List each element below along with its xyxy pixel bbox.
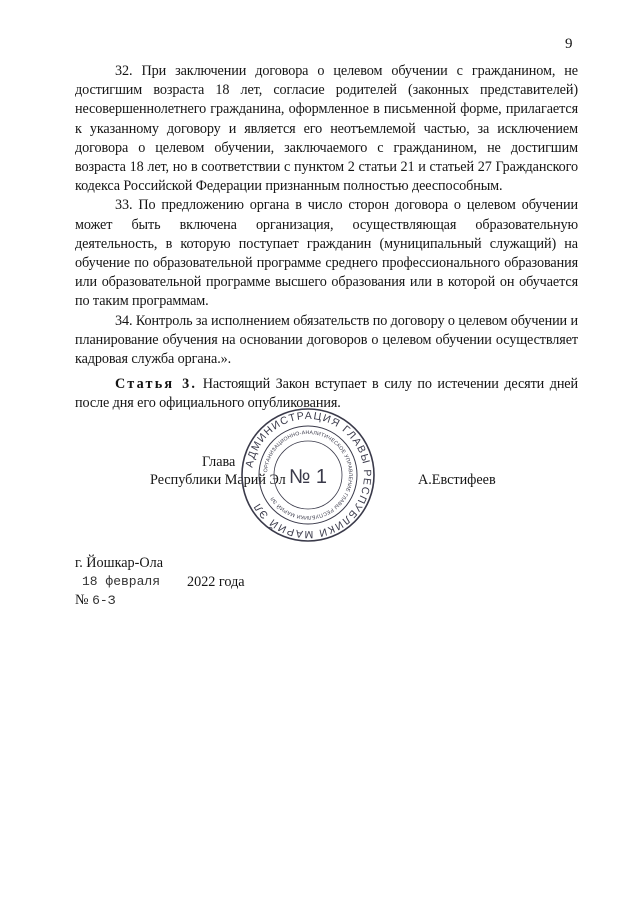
signature-title-line2: Республики Марий Эл xyxy=(150,472,286,488)
signatory-name: А.Евстифеев xyxy=(418,472,496,488)
place-of-signing: г. Йошкар-Ола xyxy=(75,555,163,571)
signing-year: 2022 года xyxy=(187,574,245,590)
date-handwritten: 18 февраля xyxy=(82,574,161,589)
number-prefix: № xyxy=(75,592,89,608)
official-seal xyxy=(240,407,376,543)
signature-title-line1: Глава xyxy=(202,454,236,470)
seal-outer-text: АДМИНИСТРАЦИЯ ГЛАВЫ РЕСПУБЛИКИ МАРИЙ ЭЛ xyxy=(243,409,374,541)
number-value: 6-З xyxy=(92,593,116,608)
signing-date xyxy=(82,574,160,590)
law-number xyxy=(75,592,116,609)
paragraph-32: 32. При заключении договора о целевом обучении с гражданином, не достигшим возраста 18 лет, согласие родителей (законных представителей) несовершеннолетнего гражданина, оформленное в письменной форме, прилагается к указанному договору и является его неотъемлемой частью, за исключением договора о целевом обучении, заключаемого с гражданином, не достигшим возраста 18 лет, но в соответствии с пунктом 2 статьи 21 и статьей 27 Гражданского кодекса Российской Федерации признанным полностью дееспособным. xyxy=(75,63,578,195)
article-label: Статья 3. xyxy=(115,376,198,393)
article-text: Настоящий Закон вступает в силу по истечении десяти дней после дня его официального опубликования. xyxy=(75,376,578,412)
paragraph-34: 34. Контроль за исполнением обязательств по договору о целевом обучении и планирование обучения на основании договоров о целевом обучении осуществляет кадровая служба органа.». xyxy=(75,312,578,368)
seal-number: № 1 xyxy=(288,466,328,488)
document-body xyxy=(75,62,578,414)
seal-inner-text: ОРГАНИЗАЦИОННО-АНАЛИТИЧЕСКОЕ УПРАВЛЕНИЕ ГЛАВЫ РЕСПУБЛИКИ МАРИЙ ЭЛ xyxy=(263,429,354,521)
page-number: 9 xyxy=(565,36,573,52)
paragraph-33: 33. По предложению органа в число сторон договора о целевом обучении может быть включена организация, осуществляющая образовательную деятельность, в которую поступает гражданин (муниципальный служащий) на обучение по образовательной программе среднего профессионального образования или образовательной программе высшего образования или в которой он обучается по таким программам. xyxy=(75,197,578,310)
